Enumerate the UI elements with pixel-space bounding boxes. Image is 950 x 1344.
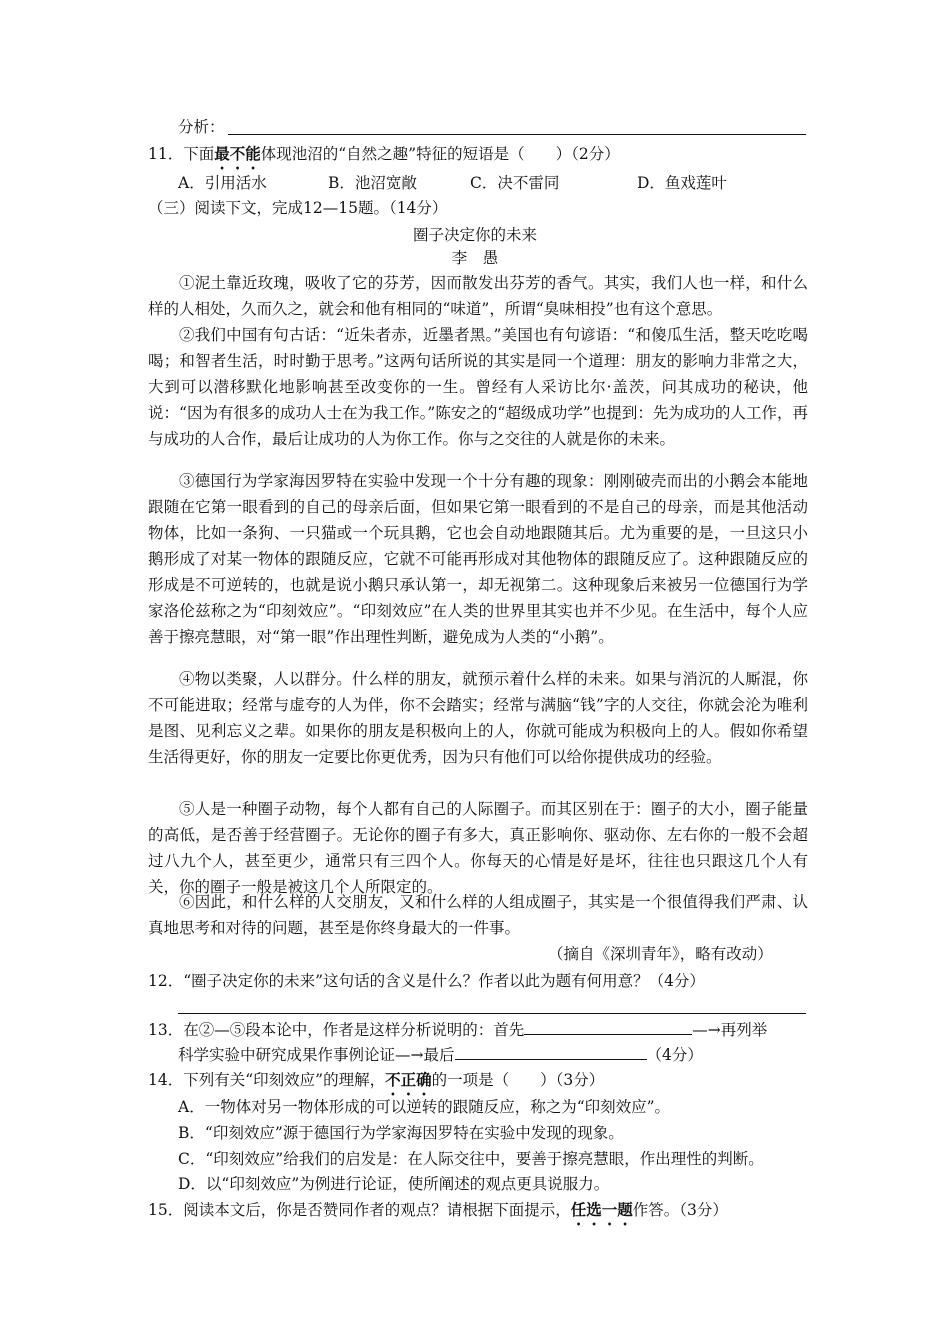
q11-option-c-text: C．决不雷同: [470, 174, 560, 192]
q14-emphasis: 不正确: [385, 1070, 432, 1089]
q13-arrow-1: —→再列举: [692, 1021, 768, 1039]
q14-option-d[interactable]: [178, 1173, 609, 1195]
q14-option-b-text: B．“印刻效应”源于德国行为学家海因罗特在实验中发现的现象。: [178, 1124, 624, 1142]
article-source-text: （摘自《深圳青年》，略有改动）: [548, 945, 773, 963]
analysis-label: [178, 116, 225, 138]
article-paragraph-1: ①泥土靠近玫瑰，吸收了它的芬芳，因而散发出芬芳的香气。其实，我们人也一样，和什么样的人相处，久而久之，就会和他有相同的“味道”，所谓“臭味相投”也有这个意思。: [148, 274, 808, 318]
question-11: [148, 143, 620, 173]
q15-prefix: 15．阅读本文后，你是否赞同作者的观点？请根据下面提示，: [148, 1201, 571, 1219]
q13-blank-2[interactable]: [455, 1043, 647, 1060]
q11-option-a-text: A．引用活水: [178, 174, 267, 192]
q13-blank-1[interactable]: [524, 1018, 692, 1035]
question-15: [148, 1199, 728, 1229]
analysis-label-text: 分析：: [178, 118, 225, 136]
q13-score: （4分）: [646, 1046, 703, 1064]
article-paragraph-4: ④物以类聚，人以群分。什么样的朋友，就预示着什么样的未来。如果与消沉的人厮混，你不可能进取；经常与虚夸的人为伴，你不会踏实；经常与满脑“钱”字的人交往，你就会沦为唯利是图、见利忘义之辈。如果你的朋友是积极向上的人，你就可能成为积极向上的人。假如你希望生活得更好，你的朋友一定要比你更优秀，因为只有他们可以给你提供成功的经验。: [148, 670, 808, 766]
q14-option-b[interactable]: [178, 1122, 624, 1144]
article-paragraph-3: ③德国行为学家海因罗特在实验中发现一个十分有趣的现象：刚刚破壳而出的小鹅会本能地跟随在它第一眼看到的自己的母亲后面，但如果它第一眼看到的不是自己的母亲，而是其他活动物体，比如一条狗、一只猫或一个玩具鹅，它也会自动地跟随其后。尤为重要的是，一旦这只小鹅形成了对某一物体的跟随反应，它就不可能再形成对其他物体的跟随反应了。这种跟随反应的形成是不可逆转的，也就是说小鹅只承认第一，却无视第二。这种现象后来被另一位德国行为学家洛伦兹称之为“印刻效应”。“印刻效应”在人类的世界里其实也并不少见。在生活中，每个人应善于擦亮慧眼，对“第一眼”作出理性判断，避免成为人类的“小鹅”。: [148, 472, 808, 646]
q15-suffix: 作答。（3分）: [632, 1201, 728, 1219]
question-12: [148, 970, 705, 992]
q14-option-d-text: D．以“印刻效应”为例进行论证，使所阐述的观点更具说服力。: [178, 1175, 610, 1193]
q11-prefix: 11．下面: [148, 145, 215, 163]
q14-option-a[interactable]: [178, 1096, 670, 1118]
article-source: [548, 943, 773, 965]
q13-part2: 科学实验中研究成果作事例论证—→最后: [178, 1046, 455, 1064]
q14-suffix: 的一项是（ ）（3分）: [431, 1071, 605, 1089]
q11-option-d-text: D．鱼戏莲叶: [637, 174, 727, 192]
article-paragraph-2: ②我们中国有句古话：“近朱者赤，近墨者黑。”美国也有句谚语：“和傻瓜生活，整天吃吃喝喝；和智者生活，时时勤于思考。”这两句话所说的其实是同一个道理：朋友的影响力非常之大，大到可以潜移默化地影响甚至改变你的一生。曾经有人采访比尔·盖茨，问其成功的秘诀，他说：“因为有很多的成功人士在为我工作。”陈安之的“超级成功学”也提到：先为成功的人工作，再与成功的人合作，最后让成功的人为你工作。你与之交往的人就是你的未来。: [148, 326, 808, 448]
q14-prefix: 14．下列有关“印刻效应”的理解，: [148, 1071, 386, 1089]
analysis-answer-line[interactable]: [228, 134, 806, 135]
q11-option-a[interactable]: [178, 172, 267, 194]
q12-answer-line[interactable]: [178, 1013, 806, 1014]
article-paragraph-5: ⑤人是一种圈子动物，每个人都有自己的人际圈子。而其区别在于：圈子的大小，圈子能量的高低，是否善于经营圈子。无论你的圈子有多大，真正影响你、驱动你、左右你的一般不会超过八九个人，甚至更少，通常只有三四个人。你每天的心情是好是坏，往往也只跟这几个人有关，你的圈子一般是被这几个人所限定的。: [148, 800, 808, 896]
q14-option-c-text: C．“印刻效应”给我们的启发是：在人际交往中，要善于擦亮慧眼，作出理性的判断。: [178, 1150, 764, 1168]
q12-text: 12．“圈子决定你的未来”这句话的含义是什么？作者以此为题有何用意？（4分）: [148, 972, 705, 990]
q11-option-d[interactable]: [637, 172, 727, 194]
section-3-text: （三）阅读下文，完成12—15题。（14分）: [148, 199, 448, 217]
q11-option-c[interactable]: [470, 172, 559, 194]
q15-emphasis: 任选一题: [570, 1200, 633, 1219]
q11-option-b-text: B．池沼宽敞: [328, 174, 417, 192]
q13-part1: 13．在②—⑤段本论中，作者是这样分析说明的：首先: [148, 1021, 525, 1039]
q11-emphasis: 最不能: [214, 144, 261, 163]
q14-option-c[interactable]: [178, 1148, 764, 1170]
question-13: [148, 1018, 767, 1041]
question-14: [148, 1069, 604, 1099]
section-3-header: [148, 197, 447, 219]
q11-suffix: 体现池沼的“自然之趣”特征的短语是（ ）（2分）: [260, 145, 620, 163]
article-paragraph-6: ⑥因此，和什么样的人交朋友，又和什么样的人组成圈子，其实是一个很值得我们严肃、认真地思考和对待的问题，甚至是你终身最大的一件事。: [148, 893, 808, 937]
question-13-line-2: [178, 1043, 703, 1066]
q11-option-b[interactable]: [328, 172, 417, 194]
article-author: [0, 247, 950, 269]
article-title: [0, 224, 950, 246]
article-author-text: 李 愚: [451, 249, 499, 267]
article-title-text: 圈子决定你的未来: [412, 226, 537, 244]
q14-option-a-text: A．一物体对另一物体形成的可以逆转的跟随反应，称之为“印刻效应”。: [178, 1098, 671, 1116]
